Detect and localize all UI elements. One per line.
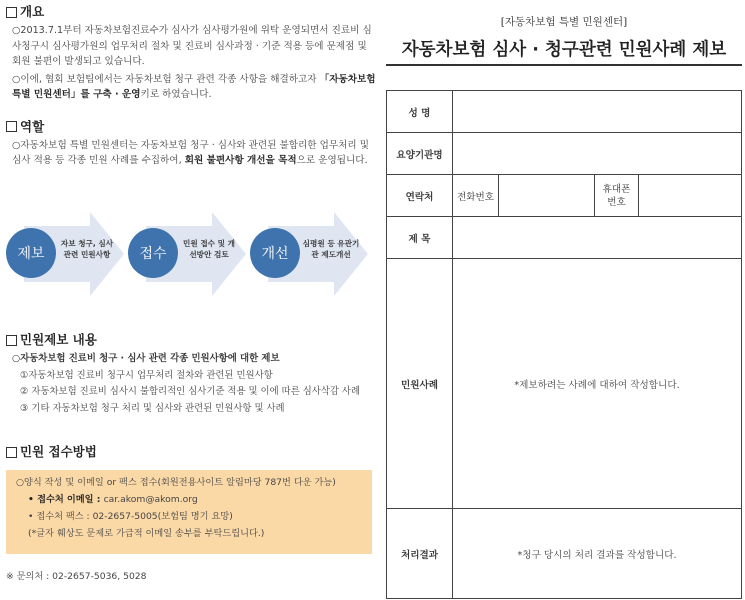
case-field[interactable]: *제보하려는 사례에 대하여 작성합니다. <box>453 259 742 509</box>
contact-info: ※ 문의처 : 02-2657-5036, 5028 <box>6 571 147 582</box>
result-label: 처리결과 <box>387 509 453 599</box>
title-divider <box>386 64 742 66</box>
flow-step-text: 민원 접수 및 개선방안 검토 <box>183 239 235 259</box>
clinic-label: 요양기관명 <box>387 133 453 175</box>
method-email: • 접수처 이메일 : car.akom@akom.org <box>28 494 198 505</box>
flow-step-text: 자보 청구, 심사관련 민원사항 <box>60 239 114 259</box>
method-heading: 민원 접수방법 <box>6 444 97 460</box>
flow-step-text: 심평원 등 유관기관 제도개선 <box>302 239 360 259</box>
checkbox-square-icon <box>6 447 17 458</box>
role-paragraph: ○자동차보험 특별 민원센터는 자동차보험 청구 · 심사와 관련된 불합리한 업무처리 및 심사 적용 등 각종 민원 사례를 수집하여, 회원 불편사항 개선을 목적으로 운영됩니다. <box>12 139 370 166</box>
mobile-label: 휴대폰 번호 <box>595 175 639 217</box>
list-item: ①자동차보험 진료비 청구시 업무처리 절차와 관련된 민원사항 <box>20 369 273 381</box>
form-table <box>386 90 742 599</box>
form-subtitle: [자동차보험 특별 민원센터] <box>500 16 628 28</box>
checkbox-square-icon <box>6 335 17 346</box>
subject-field[interactable] <box>453 217 742 259</box>
contact-label: 연락처 <box>387 175 453 217</box>
name-field[interactable] <box>453 91 742 133</box>
case-label: 민원사례 <box>387 259 453 509</box>
complaint-lead: ○자동차보험 진료비 청구 · 심사 관련 각종 민원사항에 대한 제보 <box>12 353 280 364</box>
overview-paragraph-1: ○2013.7.1부터 자동차보험진료수가 심사가 심사평가원에 위탁 운영되면서 진료비 심사청구시 심사평가원의 업무처리 절차 및 진료비 심사과정 · 기준 적용 등에 문제점 및 회원 불편이 발생되고 있습니다. <box>12 25 372 67</box>
complaint-section <box>6 332 378 417</box>
form-title: 자동차보험 심사 · 청구관련 민원사례 제보 <box>401 40 727 60</box>
name-label: 성 명 <box>387 91 453 133</box>
overview-paragraph-2: ○이에, 협회 보험팀에서는 자동차보험 청구 관련 각종 사항을 해결하고자 「자동차보험 특별 민원센터」를 구축 · 운영키로 하였습니다. <box>12 73 376 100</box>
list-item: ② 자동차보험 진료비 심사시 불합리적인 심사기준 적용 및 이에 따른 심사삭감 사례 <box>20 386 361 397</box>
method-note: (*글자 훼상도 문제로 가급적 이메일 송부를 부탁드립니다.) <box>28 528 265 539</box>
phone-field[interactable] <box>499 175 595 217</box>
overview-heading: 개요 <box>6 4 376 20</box>
flow-step-improve <box>250 212 368 296</box>
flow-step-label: 접수 <box>128 228 178 278</box>
phone-label: 전화번호 <box>453 175 499 217</box>
checkbox-square-icon <box>6 7 17 18</box>
info-column <box>6 4 376 169</box>
role-heading: 역할 <box>6 119 376 135</box>
flow-step-report <box>6 212 124 296</box>
overview-section <box>6 4 376 103</box>
method-box <box>6 470 372 554</box>
checkbox-square-icon <box>6 121 17 132</box>
role-section <box>6 119 376 169</box>
mobile-field[interactable] <box>639 175 742 217</box>
flow-step-label: 개선 <box>250 228 300 278</box>
flow-step-receive <box>128 212 246 296</box>
result-field[interactable]: *청구 당시의 처리 결과를 작성합니다. <box>453 509 742 599</box>
flow-step-label: 제보 <box>6 228 56 278</box>
method-fax: • 접수처 팩스 : 02-2657-5005(보험팀 명기 요망) <box>28 511 233 522</box>
subject-label: 제 목 <box>387 217 453 259</box>
email-link[interactable]: car.akom@akom.org <box>103 494 198 505</box>
method-line-1: ○양식 작성 및 이메일 or 팩스 접수(회원전용사이트 알림마당 787번 다운 가능) <box>16 477 336 488</box>
clinic-field[interactable] <box>453 133 742 175</box>
process-flow <box>6 212 376 296</box>
list-item: ③ 기타 자동차보험 청구 처리 및 심사와 관련된 민원사항 및 사례 <box>20 402 285 414</box>
complaint-heading: 민원제보 내용 <box>6 332 378 348</box>
